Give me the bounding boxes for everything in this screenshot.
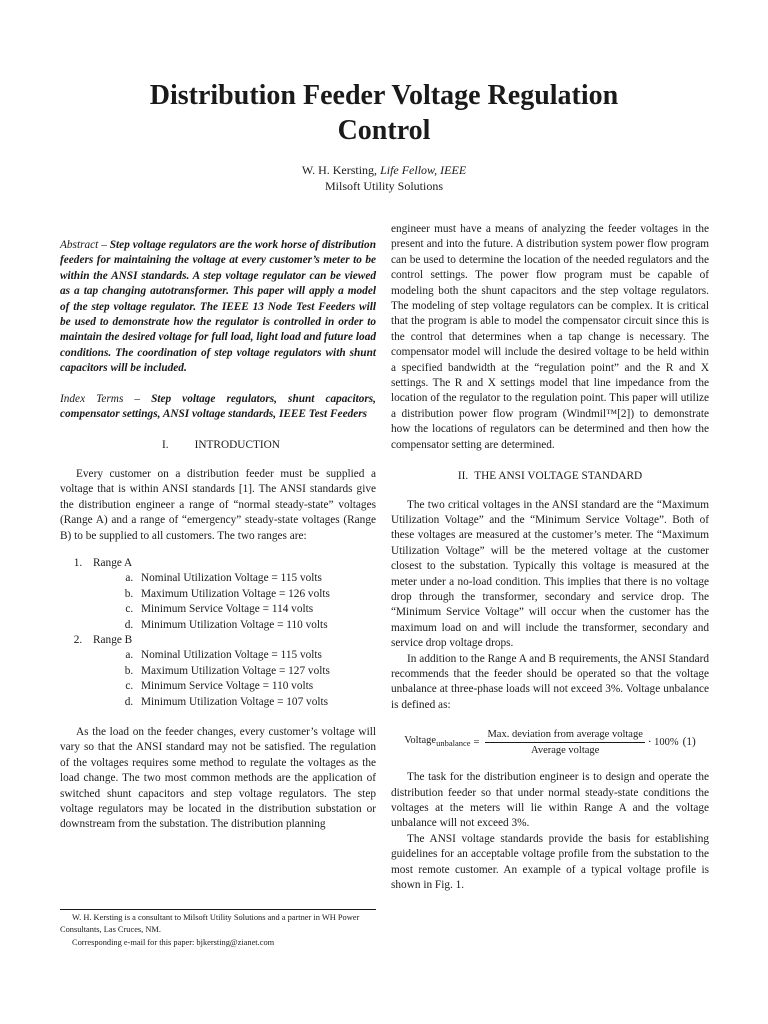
index-terms-text: Step voltage regulators, shunt capacitors, compensator settings, ANSI voltage standards, IEEE Test Feeders xyxy=(60,392,376,421)
section-1-number: I. xyxy=(162,439,169,452)
author-name: W. H. Kersting, xyxy=(301,163,381,177)
ansi-paragraph-1: The two critical voltages in the ANSI standard are the “Maximum Utilization Voltage” and the “Minimum Service Voltage”. Both of these voltages are measured at the customer’s meter. The “Maximum Utilization Voltage” will be the metered voltage at the customer closest to the substation. Typically this voltage is measured at the meter under a no-load condition. This implies that there is no voltage drop through the transformer, secondary and service drop. The “Minimum Service Voltage” will occur when the customer has the maximum load on and will include the transformer, secondary and service drop voltage drops. xyxy=(391,498,709,650)
ansi-paragraph-3: The task for the distribution engineer is to design and operate the distribution feeder so that under normal steady-state conditions the voltages at the meters will lie within Range A and the voltage unbalance will not exceed 3%. xyxy=(391,771,709,830)
equation-denominator: Average voltage xyxy=(531,745,600,757)
range-b-items xyxy=(93,648,376,710)
ansi-paragraph-2: In addition to the Range A and B requirements, the ANSI Standard recommends that the feeder should be operated so that the voltage unbalance at three-phase loads will not exceed 3%. Voltage unbalance is defined as: xyxy=(391,652,709,711)
list-item: d. Minimum Utilization Voltage = 107 volts xyxy=(136,695,376,710)
index-terms xyxy=(60,392,376,423)
equation-lhs-subscript: unbalance xyxy=(436,738,471,749)
spacer xyxy=(60,710,376,725)
list-item: c. Minimum Service Voltage = 114 volts xyxy=(136,602,376,617)
footnote-line-2: Corresponding e-mail for this paper: bjkersting@zianet.com xyxy=(72,937,275,947)
list-item: a. Nominal Utilization Voltage = 115 volts xyxy=(136,648,376,663)
index-terms-lead: Index Terms – xyxy=(60,392,152,405)
title-line-1: Distribution Feeder Voltage Regulation xyxy=(149,80,619,111)
author-grade: Life Fellow, IEEE xyxy=(380,163,467,177)
equation-numerator: Max. deviation from average voltage xyxy=(485,728,644,743)
list-item: b. Maximum Utilization Voltage = 126 volts xyxy=(136,587,376,602)
equation-number: (1) xyxy=(682,735,696,748)
equation-factor: ⋅ 100% xyxy=(647,736,679,748)
equation-fraction xyxy=(485,728,644,757)
equation-equals: = xyxy=(473,736,480,748)
list-item: b. Maximum Utilization Voltage = 127 volts xyxy=(136,664,376,679)
abstract-lead: Abstract – xyxy=(60,239,110,251)
equation-1 xyxy=(391,728,709,757)
range-b xyxy=(85,633,376,710)
abstract-text: Step voltage regulators are the work horse of distribution feeders for maintaining the voltage at every customer’s meter to be within the ANSI standards. A step voltage regulator can be viewed as a tap changing autotransformer. This paper will apply a model of the step voltage regulator. The IEEE 13 Node Test Feeders will be used to demonstrate how the regulator is controlled in order to maintain the desired voltage for full load, light load and future load conditions. The coordination of step voltage regulators with shunt capacitors will be included. xyxy=(60,239,376,375)
section-2-title: THE ANSI VOLTAGE STANDARD xyxy=(474,470,643,483)
section-2-heading xyxy=(391,469,709,484)
footnote-line-1: W. H. Kersting is a consultant to Milsoft Utility Solutions and a partner in WH Power Consultants, Las Cruces, NM. xyxy=(60,913,360,935)
list-item: a. Nominal Utilization Voltage = 115 volts xyxy=(136,571,376,586)
abstract xyxy=(60,238,376,377)
range-a-items xyxy=(93,571,376,633)
paper-title xyxy=(60,78,708,148)
author-block xyxy=(60,163,708,194)
section-1-title: INTRODUCTION xyxy=(194,439,280,452)
intro-paragraph-2: As the load on the feeder changes, every customer’s voltage will vary so that the ANSI standard may not be satisfied. The regulation of the voltages requires some method to regulate the voltages as the load change. The two most common methods are the application of switched shunt capacitors and step voltage regulators. The step voltage regulators may be located in the distribution substation or downstream from the substation. The distribution planning xyxy=(60,725,376,831)
footnote xyxy=(60,909,376,949)
affiliation: Milsoft Utility Solutions xyxy=(324,178,444,193)
section-2-number: II. xyxy=(457,470,469,483)
equation-lhs xyxy=(404,733,470,752)
range-a xyxy=(85,556,376,633)
list-item: d. Minimum Utilization Voltage = 110 volts xyxy=(136,618,376,633)
left-column xyxy=(60,238,376,833)
ranges-list xyxy=(60,556,376,710)
range-b-label: Range B xyxy=(93,633,133,646)
intro-paragraph-1: Every customer on a distribution feeder must be supplied a voltage that is within ANSI standards [1]. The ANSI standards give the distribution engineer a range of “normal steady-state” voltages (Range A) and a range of “emergency” steady-state voltages (Range B) to be supplied to all customers. The two ranges are: xyxy=(60,467,376,542)
intro-paragraph-3: engineer must have a means of analyzing the feeder voltages in the present and into the future. A distribution system power flow program can be used to determine the location of the needed regulators and the control settings. The power flow program must be capable of modeling both the shunt capacitors and the step voltage regulators. The modeling of step voltage regulators can be complex. It is critical that the program is able to model the compensator circuit since this is the control that determines when a tap change is necessary. The compensator model will include the desired voltage to be held within a specified bandwidth at the “regulation point” and the R and X settings. The R and X settings model that line impedance from the location of the regulator to the regulation point. This paper will utilize a distribution power flow program (Windmil™[2]) to demonstrate how the locations of regulators can be determined and then how the compensator setting are determined. xyxy=(391,223,709,451)
title-line-2: Control xyxy=(337,115,431,146)
right-column xyxy=(391,222,709,893)
range-a-label: Range A xyxy=(93,556,133,569)
equation-lhs-text: Voltage xyxy=(404,735,437,747)
author-line xyxy=(60,163,708,179)
list-item: c. Minimum Service Voltage = 110 volts xyxy=(136,679,376,694)
section-1-heading xyxy=(60,438,376,453)
ansi-paragraph-4: The ANSI voltage standards provide the basis for establishing guidelines for an acceptable voltage profile from the substation to the most remote customer. An example of a typical voltage profile is shown in Fig. 1. xyxy=(391,832,709,892)
spacer xyxy=(60,377,376,392)
